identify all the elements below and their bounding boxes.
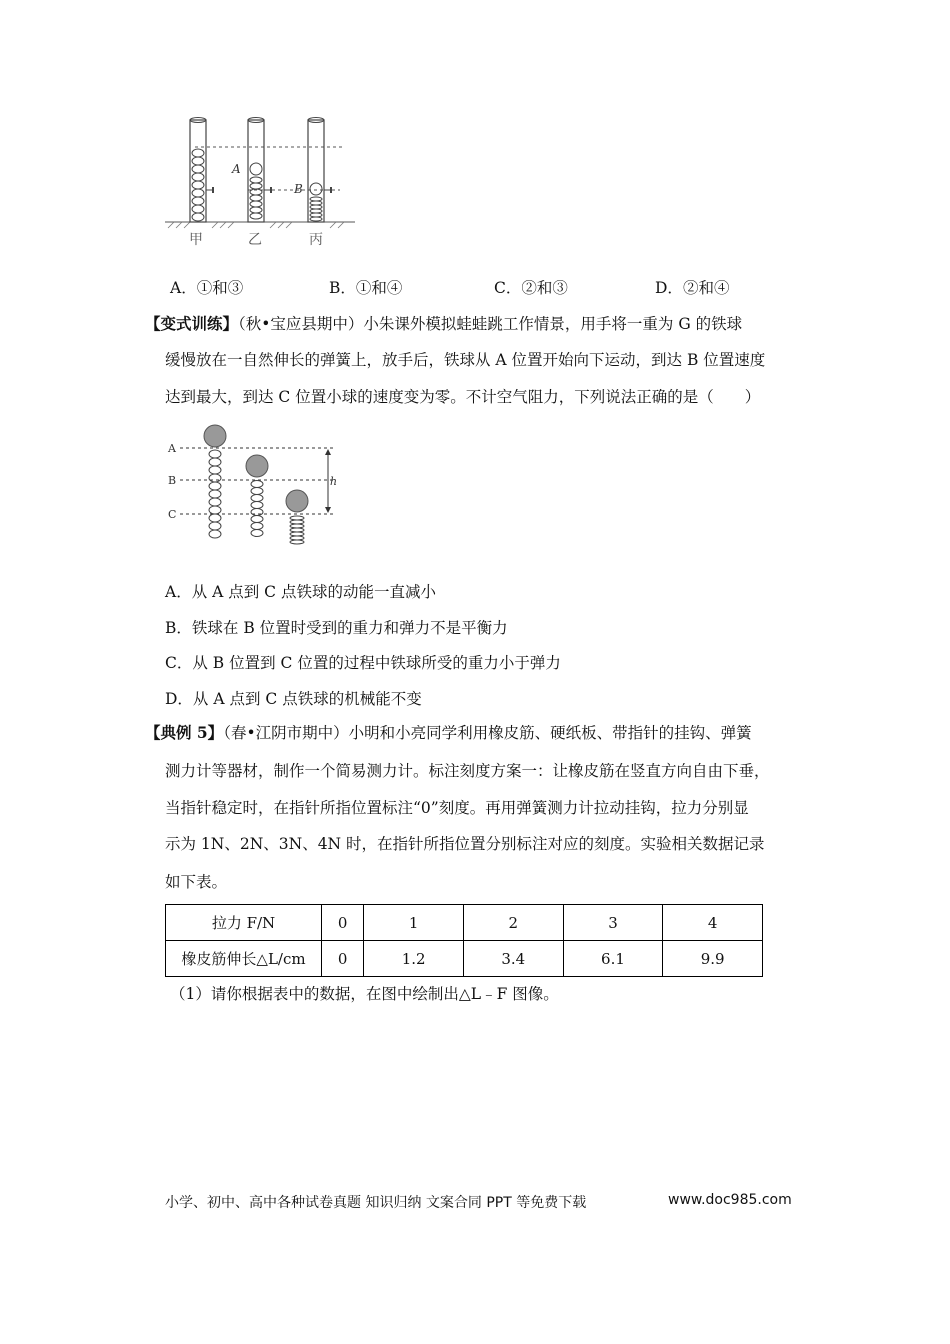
caption-bing: 丙 <box>309 232 323 248</box>
table-row <box>166 905 763 941</box>
variant-line-1: 【变式训练】（秋•宝应县期中）小朱课外模拟蛙蛙跳工作情景，用手将一重为 G 的铁球 <box>145 314 743 333</box>
option-a: A．①和③ <box>170 279 244 297</box>
variant-option-c: C．从 B 位置到 C 位置的过程中铁球所受的重力小于弹力 <box>165 654 561 672</box>
example5-sub-question-1: （1）请你根据表中的数据，在图中绘制出△L﹣F 图像。 <box>170 985 559 1003</box>
footer-link[interactable]: www.doc985.com <box>668 1192 792 1208</box>
label-B: B <box>294 182 303 196</box>
fig2-label-A: A <box>168 442 176 455</box>
variant-line-3: 达到最大，到达 C 位置小球的速度变为零。不计空气阻力，下列说法正确的是（ ） <box>165 388 761 406</box>
fig2-label-B: B <box>168 474 177 487</box>
table-header-extension: 橡皮筋伸长△L/cm <box>166 941 322 977</box>
table-cell: 9.9 <box>663 941 763 977</box>
table-cell: 3.4 <box>463 941 563 977</box>
fig2-label-C: C <box>168 508 177 521</box>
option-c: C．②和③ <box>494 279 568 297</box>
spring-balls-figure <box>160 418 345 553</box>
footer-text: 小学、初中、高中各种试卷真题 知识归纳 文案合同 PPT 等免费下载 <box>165 1195 587 1211</box>
caption-yi: 乙 <box>248 232 262 248</box>
data-table <box>165 904 763 977</box>
option-b: B．①和④ <box>329 279 403 297</box>
variant-line-2: 缓慢放在一自然伸长的弹簧上，放手后，铁球从 A 位置开始向下运动，到达 B 位置速度 <box>165 351 766 369</box>
example5-line-2: 测力计等器材，制作一个简易测力计。标注刻度方案一：让橡皮筋在竖直方向自由下垂， <box>165 762 770 780</box>
table-cell: 0 <box>322 941 364 977</box>
example5-line-4: 示为 1N、2N、3N、4N 时，在指针所指位置分别标注对应的刻度。实验相关数据记录 <box>165 835 765 853</box>
variant-tag: 【变式训练】 <box>145 314 239 333</box>
caption-jia: 甲 <box>189 232 203 248</box>
example5-line-5: 如下表。 <box>165 873 228 891</box>
label-A: A <box>232 162 241 176</box>
example5-line-1: 【典例 5】（春•江阴市期中）小明和小亮同学利用橡皮筋、硬纸板、带指针的挂钩、弹簧 <box>145 723 752 742</box>
table-cell: 2 <box>463 905 563 941</box>
prev-question-options <box>170 278 770 298</box>
table-cell: 1.2 <box>364 941 464 977</box>
spring-tubes-figure <box>160 110 360 255</box>
variant-option-d: D．从 A 点到 C 点铁球的机械能不变 <box>165 690 422 708</box>
variant-option-a: A．从 A 点到 C 点铁球的动能一直减小 <box>165 583 436 601</box>
table-header-force: 拉力 F/N <box>166 905 322 941</box>
example5-line-3: 当指针稳定时，在指针所指位置标注“0”刻度。再用弹簧测力计拉动挂钩，拉力分别显 <box>165 799 749 817</box>
table-cell: 4 <box>663 905 763 941</box>
table-cell: 6.1 <box>563 941 663 977</box>
table-cell: 0 <box>322 905 364 941</box>
fig2-label-h: h <box>330 475 338 488</box>
example5-tag: 【典例 5】 <box>145 723 224 742</box>
variant-option-b: B．铁球在 B 位置时受到的重力和弹力不是平衡力 <box>165 619 508 637</box>
table-cell: 3 <box>563 905 663 941</box>
table-cell: 1 <box>364 905 464 941</box>
option-d: D．②和④ <box>655 279 730 297</box>
table-row <box>166 941 763 977</box>
